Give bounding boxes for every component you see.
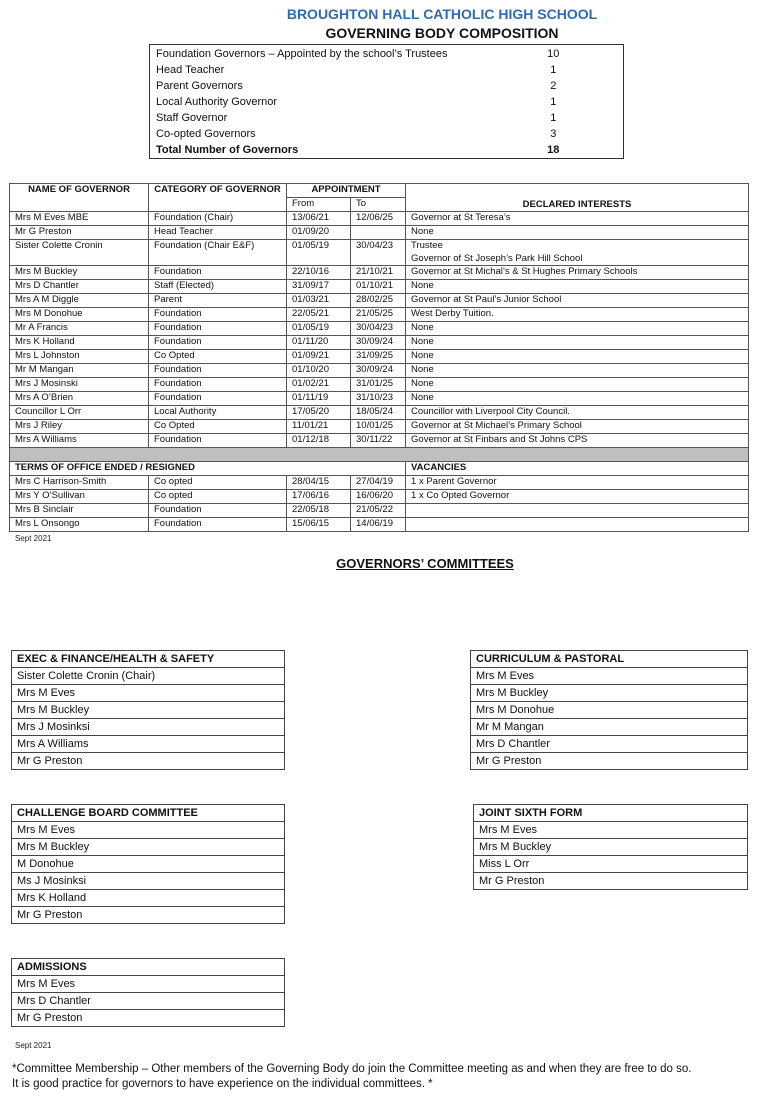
- appointment-from: 01/10/20: [287, 364, 351, 378]
- committee-member: Mrs J Mosinksi: [12, 719, 285, 736]
- declared-interests: [406, 280, 749, 294]
- table-row: [10, 518, 749, 532]
- composition-count: 3: [550, 128, 557, 140]
- date-stamp: Sept 2021: [15, 1041, 52, 1050]
- governor-category: Foundation: [149, 308, 287, 322]
- term-from: 22/05/18: [287, 504, 351, 518]
- appointment-to: 18/05/24: [351, 406, 406, 420]
- governor-category: Parent: [149, 294, 287, 308]
- former-governor-name: Mrs C Harrison-Smith: [10, 476, 149, 490]
- composition-count: 1: [550, 96, 557, 108]
- table-row: [10, 392, 749, 406]
- appointment-to: 30/04/23: [351, 322, 406, 336]
- appointment-to: 28/02/25: [351, 294, 406, 308]
- committee-member: Mrs M Buckley: [471, 685, 748, 702]
- table-row: [10, 240, 749, 266]
- governor-category: Foundation (Chair): [149, 212, 287, 226]
- governor-name: Mr G Preston: [10, 226, 149, 240]
- committee-title: JOINT SIXTH FORM: [474, 805, 748, 822]
- composition-label: Local Authority Governor: [156, 96, 278, 108]
- committee-member: Mrs M Eves: [12, 685, 285, 702]
- composition-row: [150, 94, 624, 110]
- header-category: CATEGORY OF GOVERNOR: [149, 184, 287, 212]
- appointment-from: 31/09/17: [287, 280, 351, 294]
- governor-name: Councillor L Orr: [10, 406, 149, 420]
- governor-category: Foundation: [149, 322, 287, 336]
- table-row: [10, 434, 749, 448]
- interest-line: Governor at St Michal’s & St Hughes Primary Schools: [411, 266, 638, 277]
- committee-member: Mrs M Buckley: [12, 839, 285, 856]
- header-name: NAME OF GOVERNOR: [10, 184, 149, 212]
- committee-member: Miss L Orr: [474, 856, 748, 873]
- interest-line: None: [411, 392, 434, 403]
- declared-interests: [406, 350, 749, 364]
- term-to: 14/06/19: [351, 518, 406, 532]
- table-row: [10, 266, 749, 280]
- appointment-to: 31/10/23: [351, 392, 406, 406]
- committee-member: Mr G Preston: [471, 753, 748, 770]
- declared-interests: [406, 212, 749, 226]
- declared-interests: [406, 294, 749, 308]
- term-from: 15/06/15: [287, 518, 351, 532]
- composition-label: Head Teacher: [156, 64, 225, 76]
- table-row: [10, 490, 749, 504]
- appointment-to: 31/01/25: [351, 378, 406, 392]
- vacancy: 1 x Co Opted Governor: [406, 490, 749, 504]
- interest-line: None: [411, 280, 434, 291]
- committee-member: Mrs M Buckley: [12, 702, 285, 719]
- governor-name: Mrs J Riley: [10, 420, 149, 434]
- table-row: [10, 378, 749, 392]
- governor-category: Foundation: [149, 378, 287, 392]
- governor-name: Mrs L Johnston: [10, 350, 149, 364]
- table-row: [10, 420, 749, 434]
- table-header-row: [10, 184, 749, 198]
- appointment-from: 01/12/18: [287, 434, 351, 448]
- committee-member: Sister Colette Cronin (Chair): [12, 668, 285, 685]
- interest-line: None: [411, 322, 434, 333]
- separator-row: [10, 448, 749, 462]
- committee-member: Mrs M Eves: [12, 976, 285, 993]
- appointment-from: 01/09/20: [287, 226, 351, 240]
- composition-row: [150, 78, 624, 94]
- appointment-from: 11/01/21: [287, 420, 351, 434]
- governor-name: Mrs D Chantler: [10, 280, 149, 294]
- former-governor-category: Co opted: [149, 476, 287, 490]
- interest-line: West Derby Tuition.: [411, 308, 494, 319]
- composition-label: Parent Governors: [156, 80, 243, 92]
- former-governor-category: Foundation: [149, 504, 287, 518]
- governor-name: Mrs A O’Brien: [10, 392, 149, 406]
- committee-challenge-board: [11, 804, 285, 924]
- appointment-to: 21/05/25: [351, 308, 406, 322]
- vacancy: [406, 504, 749, 518]
- declared-interests: [406, 240, 749, 266]
- interest-line: Governor at St Finbars and St Johns CPS: [411, 434, 588, 445]
- header-to: To: [351, 198, 406, 212]
- appointment-from: 22/05/21: [287, 308, 351, 322]
- composition-count: 2: [550, 80, 557, 92]
- table-row: [10, 322, 749, 336]
- committee-member: Mr G Preston: [12, 753, 285, 770]
- governor-name: Mrs M Eves MBE: [10, 212, 149, 226]
- composition-count: 18: [547, 144, 560, 156]
- table-row: [10, 364, 749, 378]
- governor-category: Foundation: [149, 434, 287, 448]
- declared-interests: [406, 364, 749, 378]
- committee-member: Mr M Mangan: [471, 719, 748, 736]
- interest-line: Councillor with Liverpool City Council.: [411, 406, 570, 417]
- committee-member: Mrs M Donohue: [471, 702, 748, 719]
- header-appointment: APPOINTMENT: [287, 184, 406, 198]
- committee-member: Mr G Preston: [12, 907, 285, 924]
- declared-interests: [406, 266, 749, 280]
- governor-name: Mrs A Williams: [10, 434, 149, 448]
- appointment-to: 10/01/25: [351, 420, 406, 434]
- term-to: 21/05/22: [351, 504, 406, 518]
- table-row: [10, 406, 749, 420]
- governor-category: Foundation: [149, 266, 287, 280]
- governor-category: Co Opted: [149, 420, 287, 434]
- committee-member: Ms J Mosinksi: [12, 873, 285, 890]
- appointment-to: 01/10/21: [351, 280, 406, 294]
- governor-category: Staff (Elected): [149, 280, 287, 294]
- appointment-to: 30/04/23: [351, 240, 406, 266]
- interest-line: Governor at St Teresa’s: [411, 212, 511, 223]
- footnote-line: *Committee Membership – Other members of the Governing Body do join the Committee meeting as and when they are free to do so.: [12, 1063, 692, 1075]
- committee-member: Mr G Preston: [474, 873, 748, 890]
- former-governor-name: Mrs Y O’Sullivan: [10, 490, 149, 504]
- declared-interests: [406, 378, 749, 392]
- governor-category: Foundation: [149, 364, 287, 378]
- committee-member: Mrs M Eves: [471, 668, 748, 685]
- table-row: [10, 294, 749, 308]
- former-governor-name: Mrs L Onsongo: [10, 518, 149, 532]
- appointment-from: 17/05/20: [287, 406, 351, 420]
- composition-row: [150, 110, 624, 126]
- table-row: [10, 280, 749, 294]
- table-row: [10, 308, 749, 322]
- committee-member: M Donohue: [12, 856, 285, 873]
- interest-line: None: [411, 364, 434, 375]
- term-from: 28/04/15: [287, 476, 351, 490]
- governor-category: Foundation: [149, 392, 287, 406]
- header-from: From: [287, 198, 351, 212]
- declared-interests: [406, 434, 749, 448]
- committee-title: CURRICULUM & PASTORAL: [471, 651, 748, 668]
- appointment-to: [351, 226, 406, 240]
- governor-category: Foundation (Chair E&F): [149, 240, 287, 266]
- committee-member: Mrs M Eves: [474, 822, 748, 839]
- appointment-to: 30/09/24: [351, 336, 406, 350]
- declared-interests: [406, 226, 749, 240]
- committee-member: Mrs K Holland: [12, 890, 285, 907]
- appointment-from: 22/10/16: [287, 266, 351, 280]
- declared-interests: [406, 406, 749, 420]
- governor-name: Mrs J Mosinski: [10, 378, 149, 392]
- governor-category: Head Teacher: [149, 226, 287, 240]
- declared-interests: [406, 308, 749, 322]
- governor-name: Mrs M Donohue: [10, 308, 149, 322]
- appointment-from: 01/02/21: [287, 378, 351, 392]
- composition-row: [150, 126, 624, 142]
- committee-title: ADMISSIONS: [12, 959, 285, 976]
- appointment-from: 01/05/19: [287, 322, 351, 336]
- composition-count: 1: [550, 64, 557, 76]
- governor-name: Mr M Mangan: [10, 364, 149, 378]
- former-governor-name: Mrs B Sinclair: [10, 504, 149, 518]
- interest-line: None: [411, 226, 434, 237]
- composition-row: [150, 62, 624, 78]
- appointment-to: 31/09/25: [351, 350, 406, 364]
- term-from: 17/06/16: [287, 490, 351, 504]
- footnote: [12, 1062, 752, 1092]
- committees-title: GOVERNORS’ COMMITTEES: [336, 556, 514, 571]
- vacancy: [406, 518, 749, 532]
- composition-label: Foundation Governors – Appointed by the school’s Trustees: [156, 48, 448, 60]
- interest-line: None: [411, 350, 434, 361]
- committee-member: Mrs A Williams: [12, 736, 285, 753]
- composition-row: [150, 45, 624, 63]
- appointment-to: 21/10/21: [351, 266, 406, 280]
- governor-name: Sister Colette Cronin: [10, 240, 149, 266]
- declared-interests: [406, 336, 749, 350]
- date-stamp: Sept 2021: [15, 534, 52, 543]
- declared-interests: [406, 322, 749, 336]
- composition-count: 1: [550, 112, 557, 124]
- interest-line: Governor at St Michael’s Primary School: [411, 420, 582, 431]
- governors-table: [9, 183, 749, 532]
- former-governor-category: Co opted: [149, 490, 287, 504]
- term-to: 16/06/20: [351, 490, 406, 504]
- composition-label: Co-opted Governors: [156, 128, 256, 140]
- vacancy: 1 x Parent Governor: [406, 476, 749, 490]
- committee-title: CHALLENGE BOARD COMMITTEE: [12, 805, 285, 822]
- term-to: 27/04/19: [351, 476, 406, 490]
- interest-line: Governor at St Paul’s Junior School: [411, 294, 562, 305]
- declared-interests: [406, 420, 749, 434]
- committee-exec-finance: [11, 650, 285, 770]
- appointment-from: 01/05/19: [287, 240, 351, 266]
- former-governor-category: Foundation: [149, 518, 287, 532]
- committee-member: Mrs M Buckley: [474, 839, 748, 856]
- table-row: [10, 336, 749, 350]
- governor-name: Mrs A M Diggle: [10, 294, 149, 308]
- governor-category: Co Opted: [149, 350, 287, 364]
- appointment-from: 13/06/21: [287, 212, 351, 226]
- committee-member: Mrs D Chantler: [471, 736, 748, 753]
- committee-member: Mrs D Chantler: [12, 993, 285, 1010]
- table-row: [10, 226, 749, 240]
- separator-cell: [10, 448, 749, 462]
- table-row: [10, 504, 749, 518]
- governor-name: Mrs M Buckley: [10, 266, 149, 280]
- governor-name: Mr A Francis: [10, 322, 149, 336]
- committee-member: Mrs M Eves: [12, 822, 285, 839]
- section-header-row: [10, 462, 749, 476]
- document-title: GOVERNING BODY COMPOSITION: [325, 25, 559, 41]
- composition-table: [149, 44, 624, 159]
- vacancies-heading: VACANCIES: [406, 462, 749, 476]
- school-name: BROUGHTON HALL CATHOLIC HIGH SCHOOL: [286, 6, 598, 22]
- declared-interests: [406, 392, 749, 406]
- composition-total-row: [150, 142, 624, 159]
- table-row: [10, 476, 749, 490]
- committee-joint-sixth-form: [473, 804, 748, 890]
- interest-line: None: [411, 378, 434, 389]
- footnote-line: It is good practice for governors to have experience on the individual committees. *: [12, 1078, 433, 1090]
- governor-category: Foundation: [149, 336, 287, 350]
- composition-label: Total Number of Governors: [156, 144, 299, 156]
- header-declared-interests: DECLARED INTERESTS: [406, 184, 749, 212]
- composition-label: Staff Governor: [156, 112, 228, 124]
- table-row: [10, 350, 749, 364]
- interest-line: Trustee: [411, 240, 443, 251]
- appointment-from: 01/11/20: [287, 336, 351, 350]
- table-row: [10, 212, 749, 226]
- appointment-to: 12/06/25: [351, 212, 406, 226]
- interest-line: None: [411, 336, 434, 347]
- appointment-to: 30/11/22: [351, 434, 406, 448]
- governor-name: Mrs K Holland: [10, 336, 149, 350]
- appointment-from: 01/11/19: [287, 392, 351, 406]
- governors-body: [10, 212, 749, 532]
- composition-count: 10: [547, 48, 560, 60]
- appointment-from: 01/09/21: [287, 350, 351, 364]
- committee-admissions: [11, 958, 285, 1027]
- committee-curriculum-pastoral: [470, 650, 748, 770]
- governor-category: Local Authority: [149, 406, 287, 420]
- committee-title: EXEC & FINANCE/HEALTH & SAFETY: [12, 651, 285, 668]
- ended-heading: TERMS OF OFFICE ENDED / RESIGNED: [10, 462, 406, 476]
- appointment-from: 01/03/21: [287, 294, 351, 308]
- interest-line: Governor of St Joseph’s Park Hill School: [411, 252, 583, 264]
- appointment-to: 30/09/24: [351, 364, 406, 378]
- committee-member: Mr G Preston: [12, 1010, 285, 1027]
